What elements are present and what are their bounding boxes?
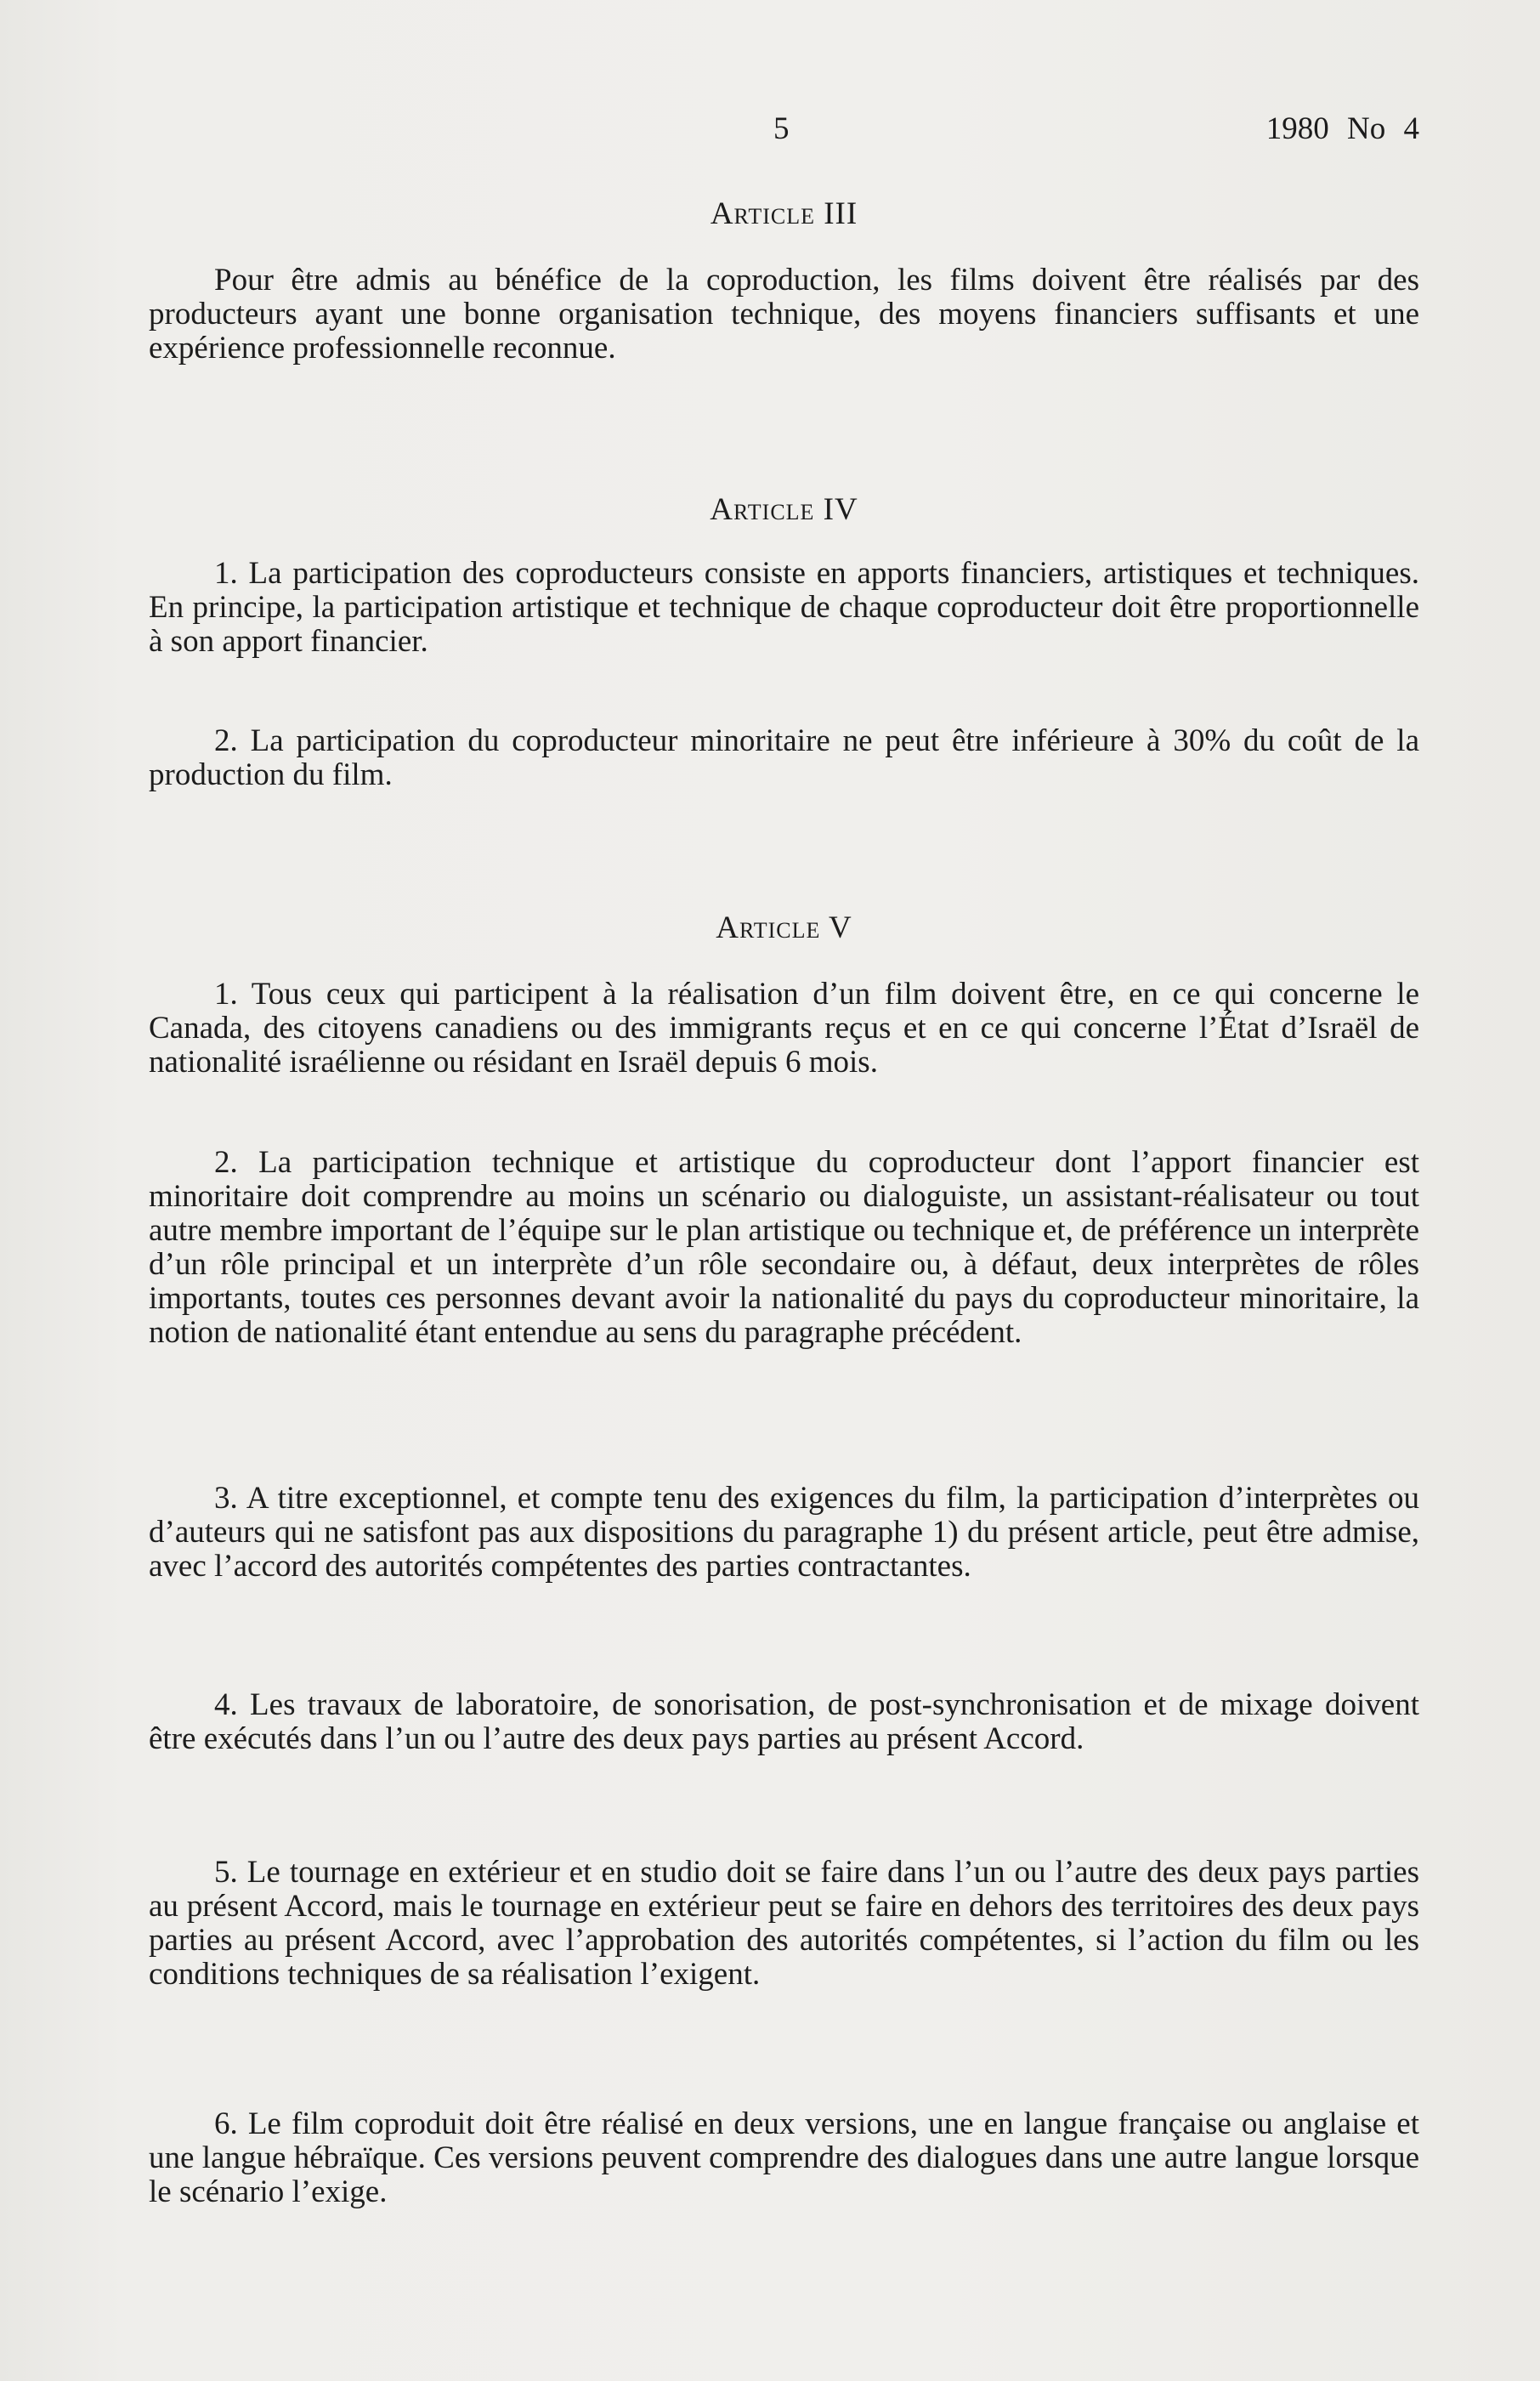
- article-paragraph: 2. La participation technique et artistique du coproducteur dont l’apport financier est minoritaire doit comprendre au moins un scénario ou dialoguiste, un assistant-réalisateur ou tout autre membre important de l’équipe sur le plan artistique ou technique et, de préférence un interprète d’un rôle principal et un interprète d’un rôle secondaire ou, à défaut, deux interprètes de rôles importants, toutes ces personnes devant avoir la nationalité du pays du coproducteur minoritaire, la notion de nationalité étant entendue au sens du paragraphe précédent.: [149, 1145, 1419, 1350]
- page-number: 5: [773, 111, 790, 146]
- article-heading: Article IV: [710, 492, 858, 527]
- document-reference: 1980 No 4: [1265, 111, 1419, 146]
- article-paragraph: 4. Les travaux de laboratoire, de sonorisation, de post-synchronisation et de mixage doivent être exécutés dans l’un ou l’autre des deux pays parties au présent Accord.: [149, 1687, 1419, 1756]
- article-paragraph: 6. Le film coproduit doit être réalisé en deux versions, une en langue française ou anglaise et une langue hébraïque. Ces versions peuvent comprendre des dialogues dans une autre langue lorsque le scénario l’exige.: [149, 2106, 1419, 2209]
- article-paragraph: 1. Tous ceux qui participent à la réalisation d’un film doivent être, en ce qui concerne le Canada, des citoyens canadiens ou des immigrants reçus et en ce qui concerne l’État d’Israël de nationalité israélienne ou résidant en Israël depuis 6 mois.: [149, 977, 1419, 1080]
- article-paragraph: 3. A titre exceptionnel, et compte tenu des exigences du film, la participation d’interprètes ou d’auteurs qui ne satisfont pas aux dispositions du paragraphe 1) du présent article, peut être admise, avec l’accord des autorités compétentes des parties contractantes.: [149, 1481, 1419, 1584]
- page-header: [149, 111, 1419, 162]
- article-heading: Article V: [716, 910, 852, 945]
- article-heading: Article III: [710, 196, 858, 231]
- article-paragraph: Pour être admis au bénéfice de la coproduction, les films doivent être réalisés par des producteurs ayant une bonne organisation technique, des moyens financiers suffisants et une expérience professionnelle reconnue.: [149, 263, 1419, 366]
- article-paragraph: 1. La participation des coproducteurs consiste en apports financiers, artistiques et techniques. En principe, la participation artistique et technique de chaque coproducteur doit être proportionnelle à son apport financier.: [149, 556, 1419, 659]
- article-paragraph: 2. La participation du coproducteur minoritaire ne peut être inférieure à 30% du coût de la production du film.: [149, 723, 1419, 792]
- article-paragraph: 5. Le tournage en extérieur et en studio doit se faire dans l’un ou l’autre des deux pays parties au présent Accord, mais le tournage en extérieur peut se faire en dehors des territoires des deux pays parties au présent Accord, avec l’approbation des autorités compétentes, si l’action du film ou les conditions techniques de sa réalisation l’exigent.: [149, 1855, 1419, 1992]
